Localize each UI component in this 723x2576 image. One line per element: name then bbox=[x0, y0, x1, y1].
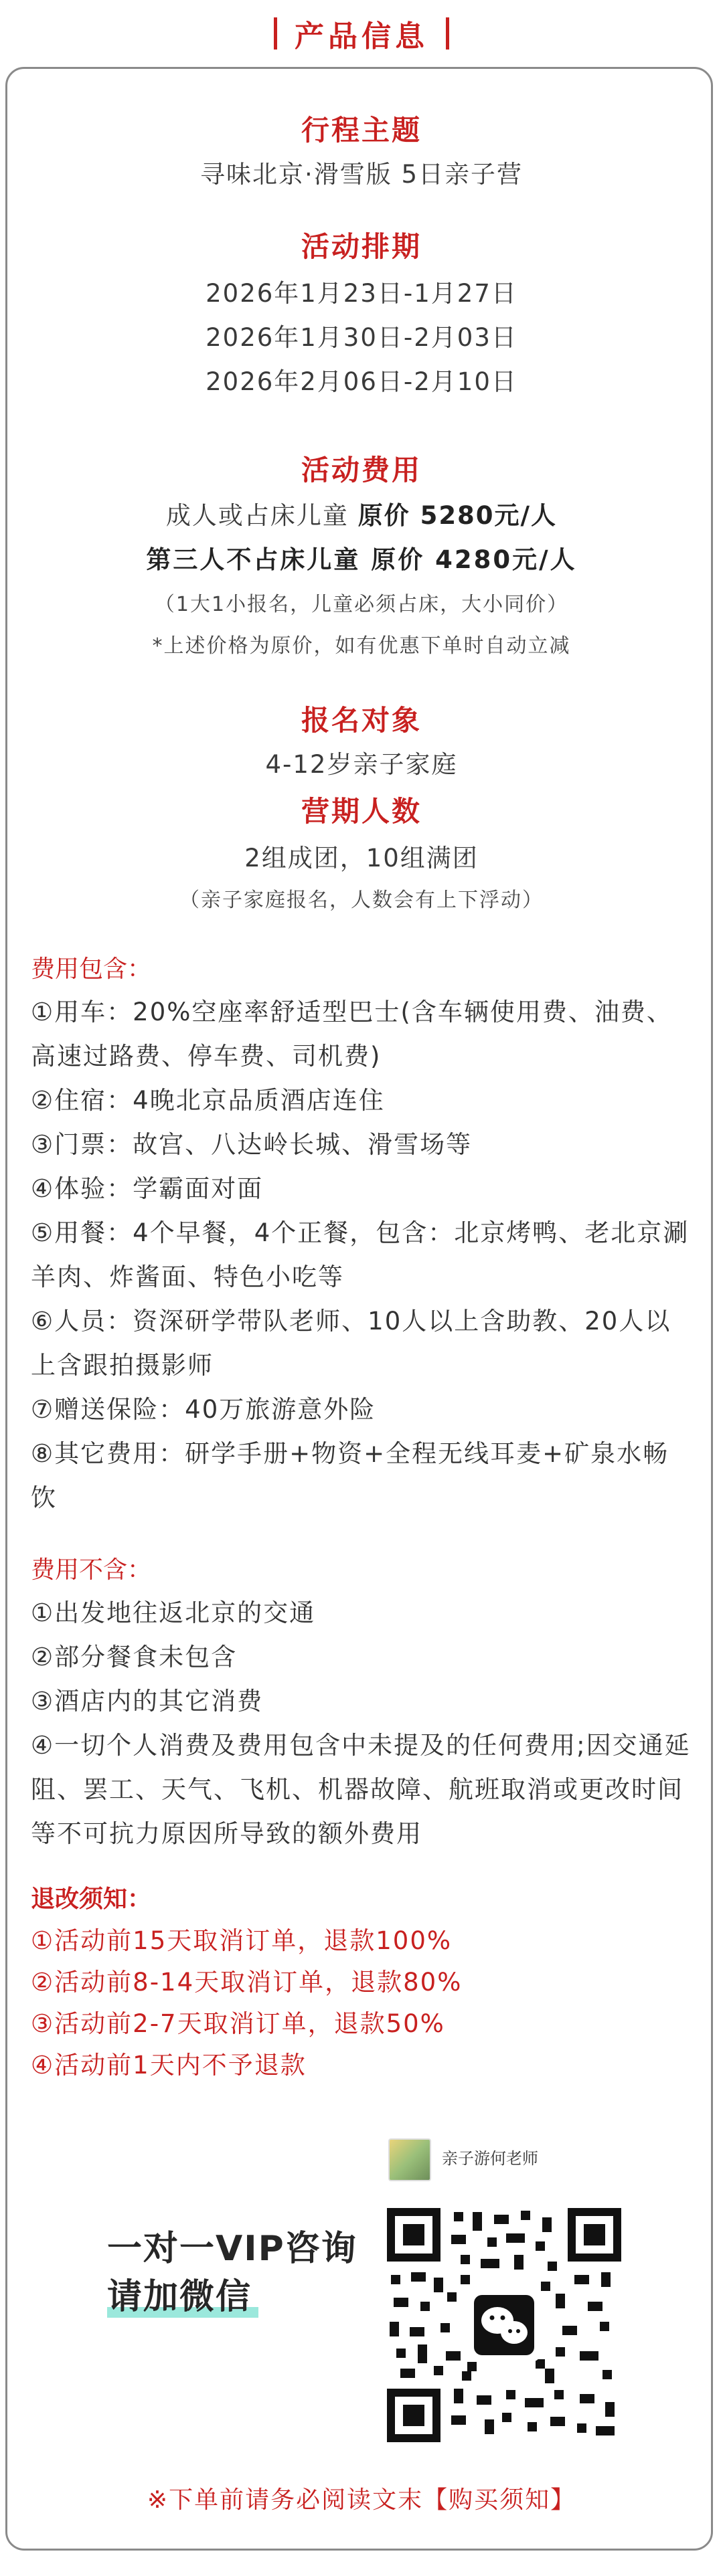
fee-adult-price: 原价 5280元/人 bbox=[357, 501, 558, 530]
includes-item: ⑦赠送保险：40万旅游意外险 bbox=[31, 1395, 376, 1424]
schedule-heading: 活动排期 bbox=[301, 230, 422, 263]
header-bar-right bbox=[446, 17, 449, 50]
fee-note-1: （1大1小报名，儿童必须占床，大小同价） bbox=[154, 593, 569, 616]
section-header bbox=[0, 0, 723, 67]
includes-item: ③门票：故宫、八达岭长城、滑雪场等 bbox=[31, 1130, 473, 1159]
qr-code-icon[interactable] bbox=[387, 2208, 621, 2442]
includes-item: ⑧其它费用：研学手册+物资+全程无线耳麦+矿泉水畅饮 bbox=[31, 1439, 669, 1512]
vip-add-wechat: 请加微信 bbox=[107, 2277, 252, 2317]
refund-heading: 退改须知： bbox=[31, 1885, 152, 1913]
audience-value: 4-12岁亲子家庭 bbox=[265, 750, 458, 779]
fee-heading: 活动费用 bbox=[301, 454, 422, 486]
fee-note-2: *上述价格为原价，如有优惠下单时自动立减 bbox=[152, 634, 571, 658]
excludes-item: ④一切个人消费及费用包含中未提及的任何费用;因交通延阻、罢工、天气、飞机、机器故障、航班取消或更改时间等不可抗力原因所导致的额外费用 bbox=[31, 1731, 691, 1848]
schedule-date-3: 2026年2月06日-2月10日 bbox=[206, 367, 517, 396]
audience-heading: 报名对象 bbox=[301, 704, 422, 737]
refund-item: ④活动前1天内不予退款 bbox=[31, 2051, 307, 2080]
wechat-avatar bbox=[388, 2138, 431, 2181]
trip-theme-value: 寻味北京·滑雪版 5日亲子营 bbox=[199, 160, 524, 189]
header-bar-left bbox=[274, 17, 277, 50]
excludes-item: ①出发地往返北京的交通 bbox=[31, 1598, 316, 1627]
group-size-note: （亲子家庭报名，人数会有上下浮动） bbox=[179, 889, 544, 912]
group-size-heading: 营期人数 bbox=[301, 795, 422, 828]
purchase-notice: ※下单前请务必阅读文末【购买须知】 bbox=[147, 2486, 576, 2514]
refund-item: ①活动前15天取消订单，退款100% bbox=[31, 1926, 453, 1955]
group-size-value: 2组成团，10组满团 bbox=[244, 844, 479, 872]
fee-adult-line bbox=[0, 495, 723, 531]
excludes-item: ②部分餐食未包含 bbox=[31, 1643, 238, 1671]
excludes-item: ③酒店内的其它消费 bbox=[31, 1687, 264, 1716]
includes-heading: 费用包含： bbox=[31, 955, 152, 983]
vip-consult-title: 一对一VIP咨询 bbox=[107, 2229, 357, 2269]
includes-item: ②住宿：4晚北京品质酒店连住 bbox=[31, 1086, 385, 1115]
refund-item: ②活动前8-14天取消订单，退款80% bbox=[31, 1968, 463, 1997]
fee-adult-prefix: 成人或占床儿童 bbox=[165, 501, 349, 530]
includes-item: ④体验：学霸面对面 bbox=[31, 1174, 264, 1203]
excludes-heading: 费用不含： bbox=[31, 1556, 152, 1584]
includes-item: ①用车：20%空座率舒适型巴士(含车辆使用费、油费、高速过路费、停车费、司机费) bbox=[31, 998, 673, 1071]
schedule-date-1: 2026年1月23日-1月27日 bbox=[206, 279, 517, 308]
section-title: 产品信息 bbox=[295, 19, 428, 54]
refund-item: ③活动前2-7天取消订单，退款50% bbox=[31, 2009, 445, 2038]
includes-item: ⑤用餐：4个早餐，4个正餐，包含：北京烤鸭、老北京涮羊肉、炸酱面、特色小吃等 bbox=[31, 1218, 690, 1291]
fee-third-child: 第三人不占床儿童 原价 4280元/人 bbox=[146, 545, 577, 574]
trip-theme-heading: 行程主题 bbox=[301, 114, 422, 147]
includes-item: ⑥人员：资深研学带队老师、10人以上含助教、20人以上含跟拍摄影师 bbox=[31, 1307, 671, 1380]
schedule-date-2: 2026年1月30日-2月03日 bbox=[206, 323, 517, 352]
wechat-name: 亲子游何老师 bbox=[442, 2149, 538, 2168]
